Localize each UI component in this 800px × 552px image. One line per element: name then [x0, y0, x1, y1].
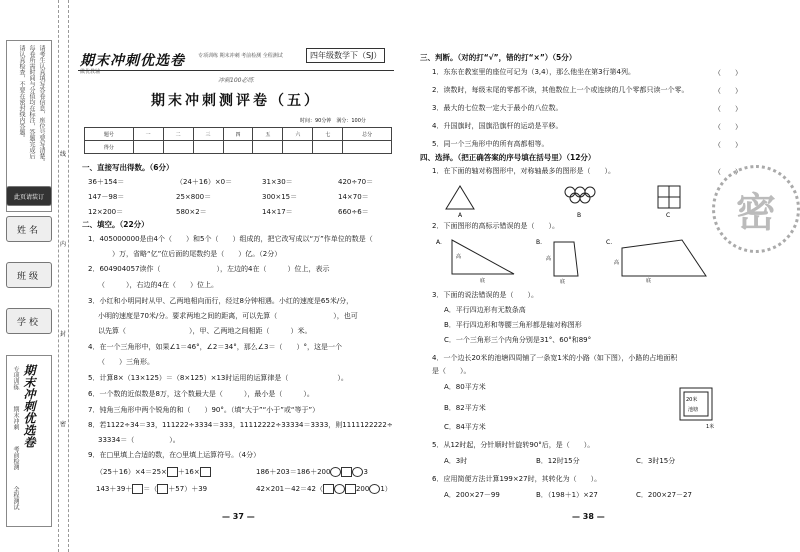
time-score: 时间：90分钟 满分：100分	[300, 118, 366, 124]
margin-char: 封	[60, 331, 67, 338]
calc-item: 14×17＝	[262, 208, 293, 216]
ring-figure	[565, 187, 575, 197]
sidebar-tag: 期末冲刺	[12, 406, 19, 430]
section1-heading: 一、直接写出得数。（6分）	[82, 163, 174, 172]
calc-item: 580×2＝	[176, 208, 207, 216]
margin-char: 线	[60, 151, 67, 158]
sidebar-tag: 考前检测	[12, 446, 19, 470]
sidebar-tag: 全程测试	[12, 486, 19, 510]
svg-text:高: 高	[546, 256, 552, 262]
calc-item: 31×30＝	[262, 178, 293, 186]
calc-item: 14×70＝	[338, 193, 369, 201]
grade-label: 四年级数学下（SJ）	[306, 48, 385, 63]
fill-line: 6．一个数的近似数是8万，这个数最大是（ ），最小是（ ）。	[88, 390, 314, 398]
fill-line: 7．钝角三角形中两个锐角的和（ ）90°。（填“大于”“小于”或“等于”）	[88, 406, 320, 414]
header-tag: 冲刺100必练	[218, 77, 254, 84]
judge-item: 4．升国旗时，国旗沿旗杆的运动是平移。	[432, 122, 563, 130]
svg-text:底: 底	[560, 279, 566, 284]
section4-heading: 四、选择。（把正确答案的序号填在括号里）（12分）	[420, 153, 596, 162]
calc-item: 36＋154＝	[88, 178, 125, 186]
ring-figure	[575, 187, 585, 197]
svg-text:底: 底	[480, 278, 486, 284]
calc-item: 420÷70＝	[338, 178, 374, 186]
mc-q5: 5．从12时起，分针顺时针旋转90°后，是（ ）。	[432, 441, 595, 449]
ring-figure	[580, 193, 590, 203]
triangle-figure	[446, 186, 474, 209]
q1-figures	[440, 182, 690, 218]
q3-option[interactable]: A．平行四边形有无数条高	[444, 306, 526, 314]
q1-label: B	[577, 212, 582, 218]
svg-text:A.: A.	[436, 239, 442, 246]
page-number-right: — 38 —	[572, 512, 605, 521]
class-field[interactable]: 班级	[6, 262, 52, 288]
sidebar-logo: 期末冲刺优选卷	[22, 364, 36, 448]
fill-line: 3．小红和小明同时从甲、乙两地相向而行，经过8分钟相遇。小红的速度是65米/分，	[88, 297, 354, 305]
svg-text:池塘: 池塘	[688, 407, 699, 413]
q3-option[interactable]: B．平行四边形和等腰三角形都是轴对称图形	[444, 321, 582, 329]
name-field[interactable]: 姓名	[6, 216, 52, 242]
trapezoid-b	[554, 242, 578, 276]
calc-item: 25×800＝	[176, 193, 212, 201]
calc-item: 147－98＝	[88, 193, 125, 201]
section3-heading: 三、判断。（对的打“√”，错的打“×”）（5分）	[420, 53, 577, 62]
q2-figures	[436, 236, 716, 284]
svg-text:高: 高	[614, 260, 620, 266]
q9-row1-right: 186＋203＝186＋200 3	[256, 468, 368, 476]
pond-figure	[678, 386, 718, 432]
seal-stamp: 密	[712, 165, 800, 253]
q9-row2-right: 42×201－42＝42（ 200 1）	[256, 485, 392, 493]
calc-item: 12×200＝	[88, 208, 124, 216]
svg-text:20米: 20米	[686, 397, 698, 403]
q5-option[interactable]: C．3时15分	[636, 457, 676, 465]
q6-option[interactable]: C．200×27－27	[636, 491, 692, 499]
q5-option[interactable]: B．12时15分	[536, 457, 580, 465]
answer-paren[interactable]: （ ）	[714, 123, 742, 131]
fill-line: ）万，省略“亿”位后面的尾数约是（ ）亿。（2分）	[98, 250, 282, 258]
sidebar-logo-box	[6, 355, 52, 527]
page-title: 期末冲刺测评卷（五）	[151, 93, 321, 109]
sidebar-note: 请考生认真填写答卷信息，座位号要写清楚。	[38, 45, 45, 165]
calc-item: 300×15＝	[262, 193, 298, 201]
answer-paren[interactable]: （ ）	[714, 105, 742, 113]
mc-q2: 2．下面图形的高标示错误的是（ ）。	[432, 222, 559, 230]
q4-option[interactable]: A．80平方米	[444, 383, 486, 391]
margin-char: 内	[60, 241, 67, 248]
sidebar-note: 请认真检查，不要在密封线内答题。	[18, 45, 25, 141]
q6-option[interactable]: B．（198＋1）×27	[536, 491, 598, 499]
mc-q4-cont: 是（ ）。	[432, 367, 471, 375]
q6-option[interactable]: A．200×27－99	[444, 491, 500, 499]
judge-item: 5．同一个三角形中的所有高都相等。	[432, 140, 549, 148]
binding-badge: 此页请装订	[6, 186, 52, 206]
q9-row1-left: （25＋16）×4＝25× ＋16×	[96, 467, 211, 477]
svg-text:C.: C.	[606, 239, 613, 246]
answer-paren[interactable]: （ ）	[714, 87, 742, 95]
ring-figure	[585, 187, 595, 197]
q4-option[interactable]: B．82平方米	[444, 404, 486, 412]
cut-line	[58, 0, 59, 552]
sidebar-note: 每卷所需时间与分值均在标注，答题完成后	[28, 45, 35, 159]
fill-line: 小明的速度是70米/分。要求两地之间的距离，可以先算（ ），也可	[98, 312, 358, 320]
mc-q1: 1．在下面的轴对称图形中，对称轴最多的图形是（ ）。	[432, 167, 615, 175]
fill-line: 以先算（ ），甲、乙两地之间相距（ ）米。	[98, 327, 312, 335]
fill-line: 8．若1122÷34＝33，111222÷3334＝333，11112222÷33334＝3333，则1111122222÷	[88, 421, 393, 429]
right-triangle-a	[452, 240, 514, 274]
fill-line: （ ）三角形。	[98, 358, 154, 366]
answer-paren[interactable]: （ ）	[714, 69, 742, 77]
judge-item: 3．最大的七位数一定大于最小的八位数。	[432, 104, 563, 112]
ring-figure	[570, 193, 580, 203]
triangle-c	[622, 240, 706, 276]
header-brand: 做优教辅	[80, 69, 101, 75]
svg-text:高: 高	[456, 254, 462, 260]
mc-q4: 4．一个边长20米的池塘四周铺了一条宽1米的小路（如下图），小路的占地面积	[432, 354, 678, 362]
header-rule	[78, 70, 394, 71]
sidebar-tag: 专项训练	[12, 366, 19, 390]
seal-line	[68, 0, 69, 552]
score-table-head: 题号 一 二 三 四 五 六 七 总分	[85, 128, 392, 141]
section2-heading: 二、填空。（22分）	[82, 220, 149, 229]
mc-q6: 6．应用简便方法计算199×27时，其转化为（ ）。	[432, 475, 602, 483]
margin-char: 密	[60, 421, 67, 428]
fill-line: 5．计算8×（13×125）＝（8×125）×13时运用的运算律是（ ）。	[88, 374, 348, 382]
header-logo: 期末冲刺优选卷	[80, 53, 185, 69]
header-slogan: 专项训练 期末冲刺 考前检测 全程测试	[198, 53, 283, 59]
mc-q3: 3．下面的说法错误的是（ ）。	[432, 291, 538, 299]
answer-paren[interactable]: （ ）	[714, 141, 742, 149]
judge-item: 2．读数时，每级末尾的零都不读，其他数位上一个或连续的几个零都只读一个零。	[432, 86, 689, 94]
judge-item: 1．东东在教室里的座位可记为（3,4），那么他坐在第3行第4列。	[432, 68, 635, 76]
score-table-row: 得分	[85, 141, 392, 154]
q1-label: A	[458, 212, 463, 218]
answer-paren[interactable]: （ ）	[714, 168, 742, 176]
svg-text:B.: B.	[536, 239, 543, 246]
calc-item: 660÷6＝	[338, 208, 369, 216]
calc-item: （24＋16）×0＝	[176, 178, 233, 186]
fill-line: 2．604904057读作（ ），左边的4在（ ）位上，表示	[88, 265, 330, 273]
fill-line: 4．在一个三角形中，如果∠1＝46°，∠2＝34°，那么∠3＝（ ）°，这是一个	[88, 343, 342, 351]
fill-line: （ ），右边的4在（ ）位上。	[98, 281, 218, 289]
fill-line: 9．在□里填上合适的数，在○里填上运算符号。（4分）	[88, 451, 261, 459]
fill-line: 33334＝（ ）。	[98, 436, 180, 444]
page-number-left: — 37 —	[222, 512, 255, 521]
q4-option[interactable]: C．84平方米	[444, 423, 486, 431]
q5-option[interactable]: A．3时	[444, 457, 468, 465]
svg-text:1米: 1米	[706, 424, 715, 430]
q3-option[interactable]: C．一个三角形三个内角分别是31°、60°和89°	[444, 336, 592, 344]
svg-text:底: 底	[646, 278, 652, 284]
q9-row2-left: 143＋39＋ ＝（ ＋57）＋39	[96, 485, 208, 493]
binding-sidebar	[0, 0, 56, 552]
school-field[interactable]: 学校	[6, 308, 52, 334]
score-table	[84, 127, 392, 154]
fill-line: 1．405000000是由4个（ ）和5个（ ）组成的，把它改写成以“万”作单位的数是（	[88, 235, 373, 243]
q1-label: C	[666, 212, 671, 218]
